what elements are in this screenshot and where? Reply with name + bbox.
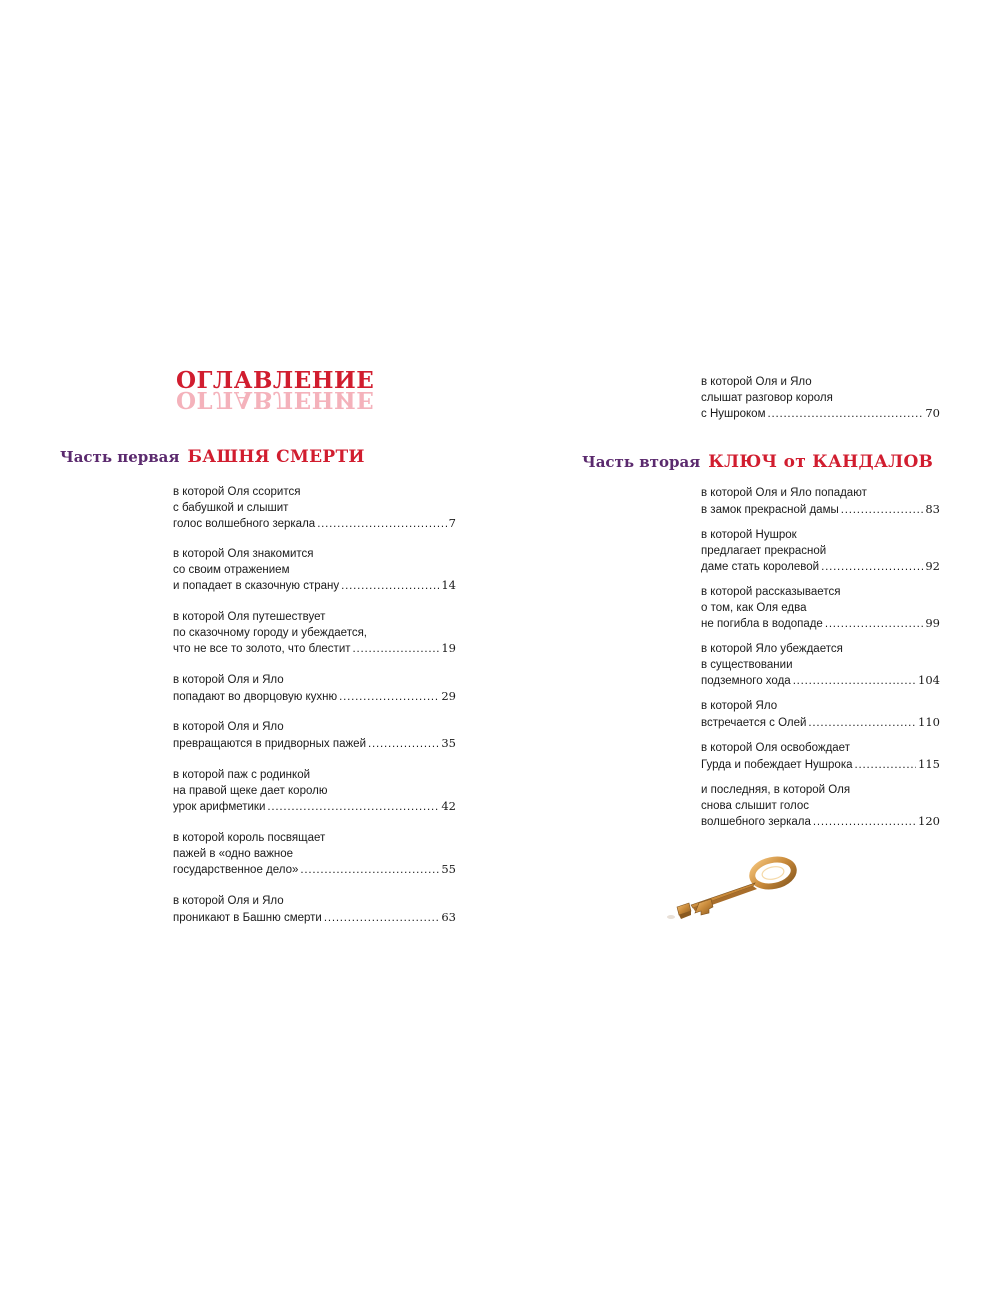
description-line: проникают в Башню смерти bbox=[173, 911, 322, 924]
description-last-line bbox=[173, 862, 456, 879]
part-two-header bbox=[582, 452, 933, 472]
dot-leader bbox=[341, 579, 439, 595]
description-line: в которой Оля и Яло bbox=[173, 895, 284, 907]
description-line: в которой Яло bbox=[701, 700, 778, 712]
description-line: в которой Нушрок bbox=[701, 529, 797, 541]
chapter-description bbox=[173, 610, 456, 658]
page-number: 99 bbox=[925, 616, 940, 630]
chapter-description bbox=[173, 831, 456, 879]
description-last-line bbox=[173, 736, 456, 753]
description-line: пажей в «одно важное bbox=[173, 847, 294, 860]
page-number: 83 bbox=[925, 501, 940, 516]
description-line: Гурда и побеждает Нушрока bbox=[701, 758, 853, 771]
description-line: и последняя, в которой Оля bbox=[701, 784, 851, 796]
page-number: 70 bbox=[925, 406, 940, 420]
chapter-description bbox=[701, 699, 940, 731]
description-line: в которой Яло убеждается bbox=[701, 643, 843, 655]
chapter-description bbox=[173, 673, 456, 705]
description-last-line bbox=[701, 673, 940, 690]
dot-leader bbox=[267, 800, 439, 816]
part-one-title: БАШНЯ СМЕРТИ bbox=[187, 447, 365, 467]
description-last-line bbox=[173, 578, 456, 595]
dot-leader bbox=[324, 911, 440, 927]
description-line: урок арифметики bbox=[173, 801, 266, 813]
chapter-description bbox=[701, 585, 940, 633]
description-line: и попадает в сказочную страну bbox=[173, 580, 340, 592]
dot-leader bbox=[317, 517, 446, 533]
dot-leader bbox=[841, 503, 924, 519]
description-last-line bbox=[701, 757, 940, 774]
description-line: предлагает прекрасной bbox=[701, 544, 827, 557]
dot-leader bbox=[821, 560, 923, 576]
page-number: 92 bbox=[925, 559, 940, 573]
dot-leader bbox=[368, 737, 439, 753]
chapter-description bbox=[701, 486, 940, 518]
page-number: 29 bbox=[441, 688, 456, 703]
page-number: 35 bbox=[441, 735, 456, 750]
dot-leader bbox=[339, 690, 439, 706]
page-number: 19 bbox=[441, 641, 456, 655]
chapter-description bbox=[701, 528, 940, 576]
description-line: в замок прекрасной дамы bbox=[701, 503, 839, 516]
description-last-line bbox=[173, 641, 456, 658]
description-line: в которой Оля освобождает bbox=[701, 742, 850, 754]
dot-leader bbox=[813, 815, 916, 831]
description-line: даме стать королевой bbox=[701, 561, 820, 573]
description-last-line bbox=[701, 406, 940, 423]
chapter-description bbox=[173, 768, 456, 816]
description-line: со своим отражением bbox=[173, 563, 290, 576]
description-line: подземного хода bbox=[701, 675, 791, 687]
chapter-description bbox=[173, 547, 456, 595]
description-line: по сказочному городу и убеждается, bbox=[173, 626, 368, 639]
description-line: в которой Оля и Яло bbox=[173, 674, 284, 686]
description-last-line bbox=[173, 799, 456, 816]
chapter-description bbox=[173, 720, 456, 752]
chapter-description bbox=[701, 375, 940, 423]
description-line: на правой щеке дает королю bbox=[173, 784, 328, 797]
description-line: о том, как Оля едва bbox=[701, 601, 807, 614]
page-number: 115 bbox=[918, 756, 940, 771]
dot-leader bbox=[793, 674, 916, 690]
description-line: в которой Оля и Яло bbox=[701, 376, 812, 388]
chapter-description bbox=[701, 642, 940, 690]
toc-title-reflection: ОГЛАВЛЕНИЕ bbox=[176, 386, 375, 413]
dot-leader bbox=[825, 617, 924, 633]
description-last-line bbox=[173, 689, 456, 706]
page-number: 110 bbox=[918, 714, 940, 729]
dot-leader bbox=[300, 863, 439, 879]
key-icon bbox=[665, 855, 805, 925]
description-last-line bbox=[173, 910, 456, 927]
dot-leader bbox=[767, 407, 923, 423]
part-two-label: Часть вторая bbox=[582, 453, 701, 471]
description-line: в которой Оля знакомится bbox=[173, 548, 314, 560]
toc-title: ОГЛАВЛЕНИЕ bbox=[176, 367, 375, 394]
page-number: 14 bbox=[441, 578, 456, 592]
dot-leader bbox=[855, 758, 917, 774]
description-line: в которой Оля и Яло bbox=[173, 721, 284, 733]
description-line: в которой Оля путешествует bbox=[173, 611, 326, 623]
description-line: с бабушкой и слышит bbox=[173, 501, 289, 514]
description-line: встречается с Олей bbox=[701, 716, 807, 729]
chapter-description bbox=[701, 741, 940, 773]
description-last-line bbox=[701, 715, 940, 732]
description-line: в которой Оля ссорится bbox=[173, 486, 301, 498]
description-line: слышат разговор короля bbox=[701, 391, 833, 404]
description-line: голос волшебного зеркала bbox=[173, 518, 316, 530]
chapter-description bbox=[701, 783, 940, 831]
dot-leader bbox=[353, 642, 440, 658]
dot-leader bbox=[808, 716, 916, 732]
description-last-line bbox=[173, 516, 456, 533]
description-line: в которой паж с родинкой bbox=[173, 769, 311, 781]
description-line: попадают во дворцовую кухню bbox=[173, 690, 338, 703]
chapter-description bbox=[173, 485, 456, 533]
page-number: 42 bbox=[441, 799, 456, 813]
description-line: превращаются в придворных пажей bbox=[173, 737, 366, 750]
description-last-line bbox=[701, 616, 940, 633]
toc-title-block bbox=[176, 367, 375, 417]
description-line: с Нушроком bbox=[701, 408, 766, 420]
description-last-line bbox=[701, 502, 940, 519]
part-one-header bbox=[60, 447, 365, 467]
page-number: 104 bbox=[918, 673, 940, 687]
description-line: что не все то золото, что блестит bbox=[173, 643, 351, 655]
description-line: волшебного зеркала bbox=[701, 816, 811, 828]
description-last-line bbox=[701, 814, 940, 831]
page-number: 120 bbox=[918, 814, 940, 828]
chapter-description bbox=[173, 894, 456, 926]
description-line: снова слышит голос bbox=[701, 799, 809, 812]
description-last-line bbox=[701, 559, 940, 576]
description-line: не погибла в водопаде bbox=[701, 618, 823, 630]
description-line: в которой Оля и Яло попадают bbox=[701, 487, 867, 499]
page-number: 63 bbox=[441, 909, 456, 924]
part-two-title: КЛЮЧ от КАНДАЛОВ bbox=[708, 452, 934, 472]
description-line: в существовании bbox=[701, 658, 793, 671]
description-line: в которой рассказывается bbox=[701, 586, 841, 598]
part-one-label: Часть первая bbox=[60, 448, 180, 466]
page-number: 55 bbox=[441, 862, 456, 876]
description-line: в которой король посвящает bbox=[173, 832, 326, 844]
page-number: 7 bbox=[448, 516, 456, 530]
description-line: государственное дело» bbox=[173, 864, 299, 876]
